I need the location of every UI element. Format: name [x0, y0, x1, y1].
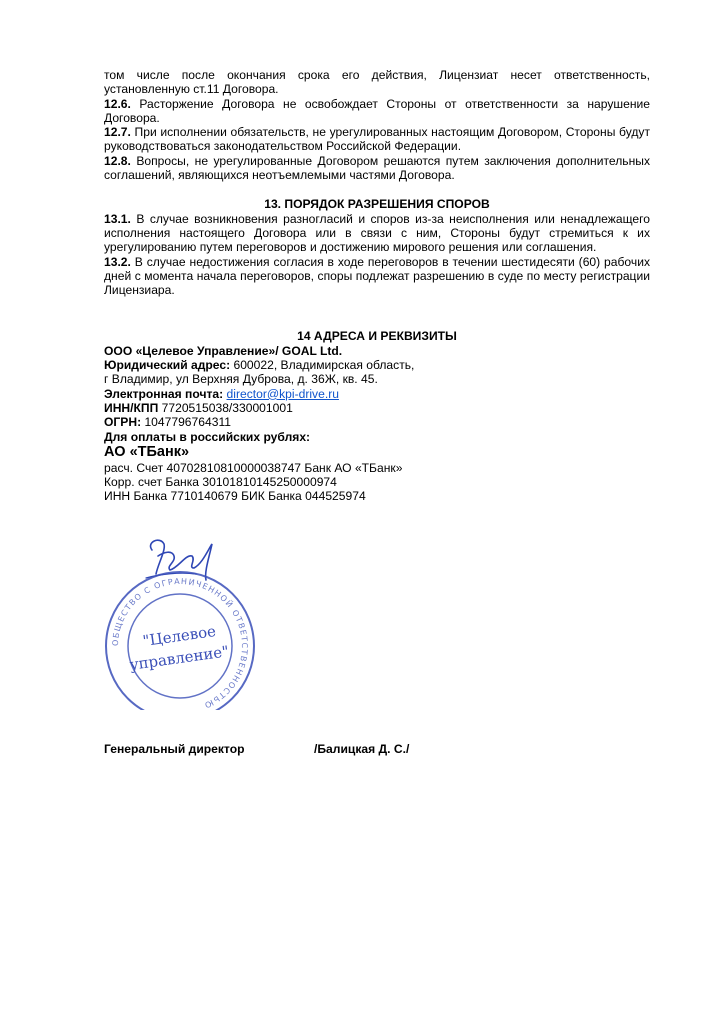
stamp-center-line1: "Целевое: [141, 622, 218, 651]
legal-address-line1: 600022, Владимирская область,: [230, 358, 415, 373]
company-stamp: [100, 520, 260, 710]
inn-value: 7720515038/330001001: [158, 400, 293, 415]
inn-label: ИНН/КПП: [104, 400, 159, 415]
clause-12-6: [104, 97, 650, 126]
clause-12-5-continuation: том числе после окончания срока его действия, Лицензиат несет ответственность, установленную ст.11 Договора.: [104, 68, 650, 97]
clause-number: 12.6.: [104, 96, 131, 111]
clause-number: 12.7.: [104, 125, 131, 140]
clause-text: Расторжение Договора не освобождает Стороны от ответственности за нарушение Договора.: [104, 96, 650, 125]
stamp-center-line2: управление": [128, 642, 231, 674]
bank-inn-bik-line: ИНН Банка 7710140679 БИК Банка 044525974: [104, 489, 366, 504]
ogrn-row: [104, 415, 650, 429]
clause-12-8: [104, 154, 650, 183]
signatory-name: /Балицкая Д. С./: [314, 742, 410, 756]
legal-address: [104, 358, 650, 372]
payment-label: Для оплаты в российских рублях:: [104, 429, 311, 444]
ogrn-label: ОГРН:: [104, 415, 142, 430]
email-label: Электронная почта:: [104, 386, 224, 401]
clause-12-7: [104, 125, 650, 154]
section-13-title: 13. ПОРЯДОК РАЗРЕШЕНИЯ СПОРОВ: [264, 197, 490, 212]
document-body: [104, 68, 650, 504]
account-line: расч. Счет 40702810810000038747 Банк АО «ТБанк»: [104, 460, 403, 475]
legal-address-line2: г Владимир, ул Верхняя Дуброва, д. 36Ж, кв. 45.: [104, 372, 378, 387]
stamp-ring-text: ОБЩЕСТВО С ОГРАНИЧЕННОЙ ОТВЕТСТВЕННОСТЬЮ: [110, 576, 250, 710]
clause-text: В случае недостижения согласия в ходе переговоров в течении шестидесяти (60) рабочих дней с момента начала переговоров, споры подлежат разрешению в суде по месту регистрации Лицензиара.: [104, 254, 650, 298]
company-name: ООО «Целевое Управление»/ GOAL Ltd.: [104, 343, 343, 358]
clause-number: 13.2.: [104, 254, 131, 269]
clause-13-1: [104, 212, 650, 255]
clause-number: 13.1.: [104, 211, 131, 226]
signatory-title: Генеральный директор: [104, 742, 245, 756]
clause-number: 12.8.: [104, 153, 131, 168]
ogrn-value: 1047796764311: [141, 415, 231, 430]
email-row: [104, 387, 650, 401]
clause-text: Вопросы, не урегулированные Договором решаются путем заключения дополнительных соглашений, являющихся неотъемлемыми частями Договора.: [104, 153, 650, 183]
email-link[interactable]: director@kpi-drive.ru: [226, 386, 339, 401]
signature-row: [104, 742, 410, 756]
legal-address-label: Юридический адрес:: [104, 358, 231, 373]
clause-13-2: [104, 255, 650, 298]
clause-text: При исполнении обязательств, не урегулированных настоящим Договором, Стороны будут руководствоваться законодательством Российской Федерации.: [104, 125, 650, 154]
corr-account-line: Корр. счет Банка 30101810145250000974: [104, 475, 337, 490]
section-14-title: 14 АДРЕСА И РЕКВИЗИТЫ: [297, 329, 457, 344]
clause-text: В случае возникновения разногласий и споров из-за неисполнения или ненадлежащего исполнения настоящего Договора или в связи с ним, Стороны будут стремиться к их урегулированию путем переговоров и достижению мирового решения или соглашения.: [104, 211, 650, 255]
bank-name: АО «ТБанк»: [104, 443, 190, 460]
inn-row: [104, 401, 650, 415]
